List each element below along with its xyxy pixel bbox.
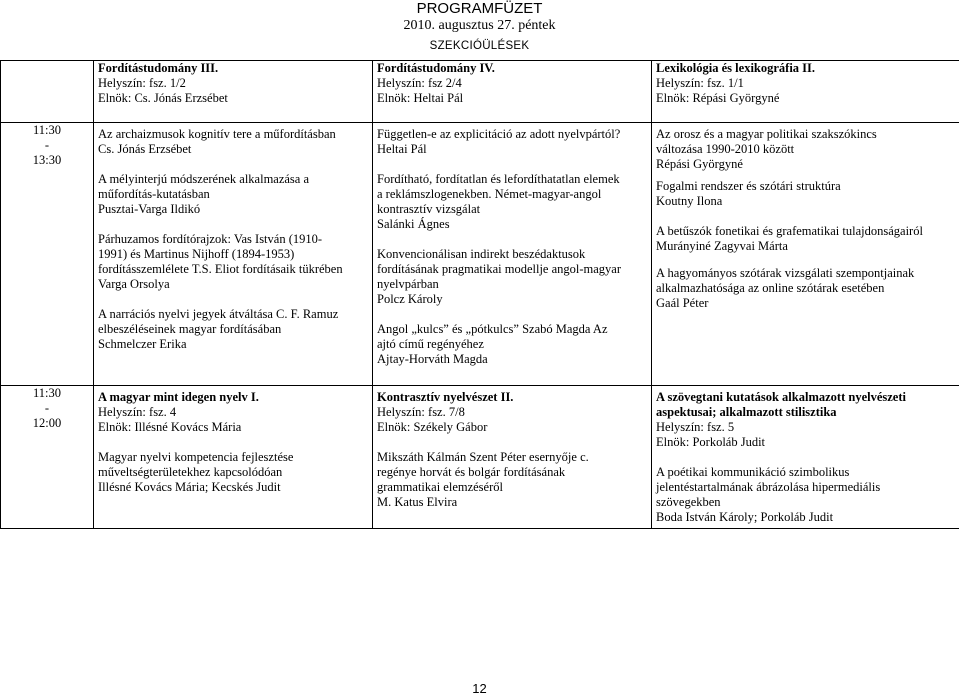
section-location: Helyszín: fsz. 7/8: [377, 405, 647, 420]
talk-author: Pusztai-Varga Ildikó: [98, 202, 368, 217]
talks-cell: [94, 386, 373, 529]
talk-title: regénye horvát és bolgár fordításának: [377, 465, 647, 480]
talk-title: Független-e az explicitáció az adott nyelvpártól?: [377, 127, 647, 142]
talk-author: Schmelczer Erika: [98, 337, 368, 352]
talk-title: A hagyományos szótárak vizsgálati szempontjainak: [656, 266, 955, 281]
section-header-cell: [94, 61, 373, 123]
section-title: Fordítástudomány III.: [98, 61, 368, 76]
section-chair: Elnök: Cs. Jónás Erzsébet: [98, 91, 368, 106]
time-end: 13:30: [5, 153, 89, 168]
talk-author: Varga Orsolya: [98, 277, 368, 292]
talk-title: 1991) és Martinus Nijhoff (1894-1953): [98, 247, 368, 262]
time-slot-row: [1, 123, 959, 386]
talk-author: Heltai Pál: [377, 142, 647, 157]
section-chair: Elnök: Heltai Pál: [377, 91, 647, 106]
section-chair: Elnök: Székely Gábor: [377, 420, 647, 435]
talk-author: Cs. Jónás Erzsébet: [98, 142, 368, 157]
talk-title: műfordítás-kutatásban: [98, 187, 368, 202]
talk-title: A mélyinterjú módszerének alkalmazása a: [98, 172, 368, 187]
talk-title: Angol „kulcs” és „pótkulcs” Szabó Magda Az: [377, 322, 647, 337]
talk-author: Gaál Péter: [656, 296, 955, 311]
schedule-table: [0, 60, 959, 529]
talks-cell: [373, 123, 652, 386]
section-location: Helyszín: fsz. 4: [98, 405, 368, 420]
talks-cell: [373, 386, 652, 529]
talk-author: Koutny Ilona: [656, 194, 955, 209]
talk-title: A betűszók fonetikai és grafematikai tulajdonságairól: [656, 224, 955, 239]
time-cell: [1, 386, 94, 529]
talks-cell: [652, 123, 959, 386]
talks-cell: [94, 123, 373, 386]
page-number: 12: [0, 681, 959, 696]
section-header-cell: [373, 61, 652, 123]
talk-title: ajtó című regényéhez: [377, 337, 647, 352]
talk-author: Boda István Károly; Porkoláb Judit: [656, 510, 955, 525]
talk-title: Fogalmi rendszer és szótári struktúra: [656, 179, 955, 194]
talk-title: elbeszéléseinek magyar fordításában: [98, 322, 368, 337]
time-start: 11:30: [5, 123, 89, 138]
empty-time-cell: [1, 61, 94, 123]
program-title: PROGRAMFÜZET: [0, 0, 959, 17]
section-location: Helyszín: fsz. 1/2: [98, 76, 368, 91]
time-dash: -: [5, 138, 89, 153]
talk-title: Az orosz és a magyar politikai szakszókincs: [656, 127, 955, 142]
talk-author: Illésné Kovács Mária; Kecskés Judit: [98, 480, 368, 495]
talk-title: szövegekben: [656, 495, 955, 510]
talk-title: a reklámszlogenekben. Német-magyar-angol: [377, 187, 647, 202]
talk-title: fordításszemlélete T.S. Eliot fordításaik tükrében: [98, 262, 368, 277]
talk-title: Magyar nyelvi kompetencia fejlesztése: [98, 450, 368, 465]
section-title: Fordítástudomány IV.: [377, 61, 647, 76]
talk-title: Az archaizmusok kognitív tere a műfordításban: [98, 127, 368, 142]
talks-cell: [652, 386, 959, 529]
talk-author: Murányiné Zagyvai Márta: [656, 239, 955, 254]
talk-title: Fordítható, fordítatlan és lefordíthatatlan elemek: [377, 172, 647, 187]
talk-author: Polcz Károly: [377, 292, 647, 307]
program-subtitle: SZEKCIÓÜLÉSEK: [0, 40, 959, 52]
section-header-cell: [652, 61, 959, 123]
talk-author: Répási Györgyné: [656, 157, 955, 172]
time-slot-row: [1, 386, 959, 529]
talk-title: kontrasztív vizsgálat: [377, 202, 647, 217]
time-cell: [1, 123, 94, 386]
talk-title: A poétikai kommunikáció szimbolikus: [656, 465, 955, 480]
section-chair: Elnök: Illésné Kovács Mária: [98, 420, 368, 435]
section-title: A magyar mint idegen nyelv I.: [98, 390, 368, 405]
section-location: Helyszín: fsz 2/4: [377, 76, 647, 91]
talk-title: nyelvpárban: [377, 277, 647, 292]
section-chair: Elnök: Porkoláb Judit: [656, 435, 955, 450]
section-title: A szövegtani kutatások alkalmazott nyelvészeti: [656, 390, 955, 405]
talk-title: Mikszáth Kálmán Szent Péter esernyője c.: [377, 450, 647, 465]
section-location: Helyszín: fsz. 5: [656, 420, 955, 435]
section-location: Helyszín: fsz. 1/1: [656, 76, 955, 91]
section-title: Lexikológia és lexikográfia II.: [656, 61, 955, 76]
talk-title: változása 1990-2010 között: [656, 142, 955, 157]
talk-title: fordításának pragmatikai modellje angol-magyar: [377, 262, 647, 277]
time-start: 11:30: [5, 386, 89, 401]
talk-title: alkalmazhatósága az online szótárak esetében: [656, 281, 955, 296]
time-end: 12:00: [5, 416, 89, 431]
talk-title: grammatikai elemzéséről: [377, 480, 647, 495]
section-header-row: [1, 61, 959, 123]
talk-title: Konvencionálisan indirekt beszédaktusok: [377, 247, 647, 262]
talk-title: műveltségterületekhez kapcsolódóan: [98, 465, 368, 480]
talk-title: Párhuzamos fordítórajzok: Vas István (1910-: [98, 232, 368, 247]
talk-author: Salánki Ágnes: [377, 217, 647, 232]
section-title: aspektusai; alkalmazott stilisztika: [656, 405, 955, 420]
talk-title: jelentéstartalmának ábrázolása hipermediális: [656, 480, 955, 495]
section-title: Kontrasztív nyelvészet II.: [377, 390, 647, 405]
talk-author: M. Katus Elvira: [377, 495, 647, 510]
time-dash: -: [5, 401, 89, 416]
talk-author: Ajtay-Horváth Magda: [377, 352, 647, 367]
talk-title: A narrációs nyelvi jegyek átváltása C. F. Ramuz: [98, 307, 368, 322]
section-chair: Elnök: Répási Györgyné: [656, 91, 955, 106]
program-date: 2010. augusztus 27. péntek: [0, 18, 959, 34]
